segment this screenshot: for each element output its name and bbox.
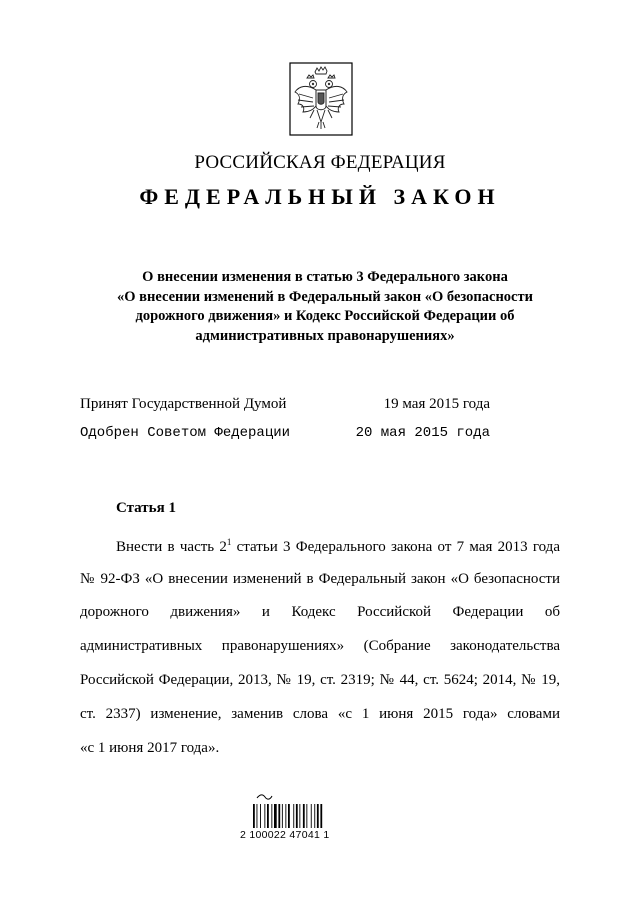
barcode-bar	[274, 804, 277, 828]
article-line1-start: Внести в часть 2	[116, 539, 227, 555]
barcode	[249, 790, 335, 830]
barcode-bar	[267, 804, 269, 828]
barcode-bar	[285, 804, 286, 828]
barcode-bar	[306, 804, 307, 828]
subject-line: О внесении изменения в статью 3 Федерального закона	[142, 269, 508, 285]
article-text-line: административных правонарушениях» (Собрание законодательства	[80, 638, 560, 654]
country-name: РОССИЙСКАЯ ФЕДЕРАЦИЯ	[194, 152, 446, 173]
barcode-bar	[317, 804, 319, 828]
article-text-line: Российской Федерации, 2013, № 19, ст. 2319; № 44, ст. 5624; 2014, № 19,	[80, 672, 560, 688]
barcode-bar	[288, 804, 290, 828]
barcode-bar	[320, 804, 322, 828]
council-approval-date: 20 мая 2015 года	[355, 425, 490, 441]
article-superscript: 1	[226, 537, 232, 547]
subject-line: дорожного движения» и Кодекс Российской Федерации об	[135, 308, 515, 324]
article-text-line: «с 1 июня 2017 года».	[80, 740, 220, 756]
barcode-number: 2 100022 47041 1	[240, 829, 330, 841]
barcode-bar	[271, 804, 272, 828]
article-text-line	[116, 539, 560, 556]
barcode-bar	[253, 804, 255, 828]
barcode-bar	[282, 804, 283, 828]
barcode-bar	[311, 804, 312, 828]
barcode-bar	[293, 804, 294, 828]
barcode-bar	[303, 804, 305, 828]
article-line1-end: статьи 3 Федерального закона от 7 мая 2013 года	[231, 539, 560, 555]
subject-line: административных правонарушениях»	[195, 327, 455, 344]
barcode-bar	[260, 804, 261, 828]
barcode-bar	[314, 804, 315, 828]
duma-adoption-date: 19 мая 2015 года	[383, 396, 490, 412]
article-text-line: дорожного движения» и Кодекс Российской Федерации об	[80, 604, 560, 620]
barcode-bar	[278, 804, 280, 828]
subject-line: «О внесении изменений в Федеральный закон «О безопасности	[117, 288, 533, 305]
law-type-heading: ФЕДЕРАЛЬНЫЙ ЗАКОН	[139, 184, 501, 209]
law-subject-title	[92, 268, 558, 346]
duma-adoption-label: Принят Государственной Думой	[80, 396, 287, 412]
barcode-bar	[296, 804, 298, 828]
council-approval-label: Одобрен Советом Федерации	[80, 425, 291, 441]
article-title: Статья 1	[116, 500, 176, 516]
barcode-bar	[264, 804, 265, 828]
barcode-bar	[299, 804, 300, 828]
coat-of-arms-emblem	[289, 62, 353, 136]
barcode-bar	[257, 804, 258, 828]
article-text-line: ст. 2337) изменение, заменив слова «с 1 июня 2015 года» словами	[80, 706, 560, 722]
article-text-line: № 92-ФЗ «О внесении изменений в Федеральный закон «О безопасности	[80, 571, 560, 587]
